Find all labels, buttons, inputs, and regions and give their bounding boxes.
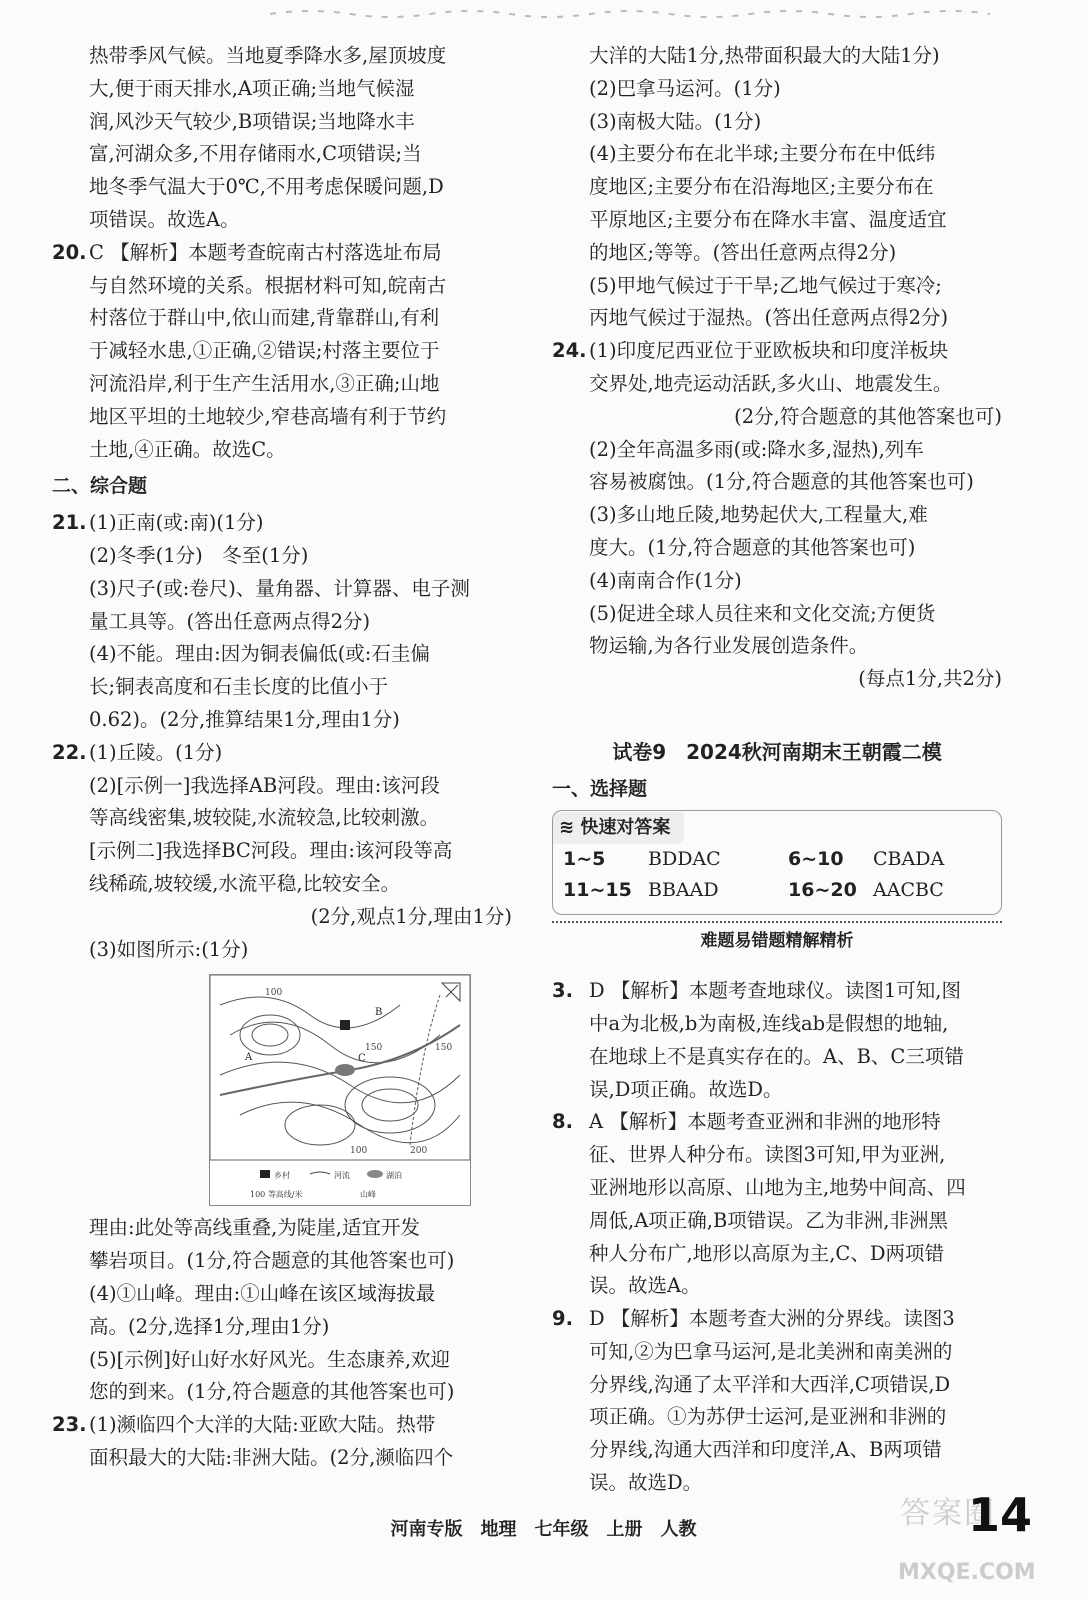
text-line: 地区平坦的土地较少,窄巷高墙有利于节约 xyxy=(89,404,447,428)
text-line: (4)不能。理由:因为铜表偏低(或:石圭偏 xyxy=(89,642,430,666)
text-line: 线稀疏,坡较缓,水流平稳,比较安全。 xyxy=(89,871,401,895)
text-line: A 【解析】本题考查亚洲和非洲的地形特 xyxy=(589,1110,941,1134)
question-number: 9. xyxy=(552,1307,573,1331)
question-21 xyxy=(52,507,512,737)
legend-label: 山峰 xyxy=(360,1190,376,1200)
text-line: 平原地区;主要分布在降水丰富、温度适宜 xyxy=(589,207,947,231)
text-line: 量工具等。(答出任意两点得2分) xyxy=(89,609,371,633)
answer-range: 6~10 xyxy=(788,848,844,871)
text-line: 物运输,为各行业发展创造条件。 xyxy=(589,634,869,658)
text-line: 度大。(1分,符合题意的其他答案也可) xyxy=(589,535,916,559)
answer-range: 11~15 xyxy=(563,879,632,902)
text-line: (2)[示例一]我选择AB河段。理由:该河段 xyxy=(89,773,440,797)
q19-continuation xyxy=(52,40,512,237)
page-number: 14 xyxy=(968,1488,1033,1542)
text-line: 富,河湖众多,不用存储雨水,C项错误;当 xyxy=(89,142,422,166)
watermark: 答案圈 xyxy=(900,1496,996,1531)
text-line: (3)南极大陆。(1分) xyxy=(589,109,762,133)
question-number: 23. xyxy=(52,1413,87,1437)
text-line: 误,D项正确。故选D。 xyxy=(589,1077,783,1101)
text-line: (5)促进全球人员往来和文化交流;方便货 xyxy=(589,601,936,625)
text-line: 您的到来。(1分,符合题意的其他答案也可) xyxy=(89,1380,455,1404)
text-line: 交界处,地壳运动活跃,多火山、地震发生。 xyxy=(589,371,953,395)
answer-range: 16~20 xyxy=(788,879,857,902)
text-line: C 【解析】本题考查皖南古村落选址布局 xyxy=(89,240,442,264)
answer-value: BBAAD xyxy=(648,879,719,902)
answer-range: 1~5 xyxy=(563,848,606,871)
text-line: 于减轻水患,①正确,②错误;村落主要位于 xyxy=(89,339,440,363)
text-line: (3)多山地丘陵,地势起伏大,工程量大,难 xyxy=(589,503,928,527)
text-line: 误。故选D。 xyxy=(589,1471,703,1495)
text-line: (4)①山峰。理由:①山峰在该区域海拔最 xyxy=(89,1281,436,1305)
text-line: (1)濒临四个大洋的大陆:亚欧大陆。热带 xyxy=(89,1413,436,1437)
text-line: 的地区;等等。(答出任意两点得2分) xyxy=(589,240,897,264)
text-line: 等高线密集,坡较陡,水流较急,比较刺激。 xyxy=(89,806,440,830)
question-number: 24. xyxy=(552,339,587,363)
legend-label: 河流 xyxy=(334,1171,350,1181)
text-line: 中a为北极,b为南极,连线ab是假想的地轴, xyxy=(589,1011,949,1035)
question-number: 3. xyxy=(552,979,573,1003)
question-23 xyxy=(52,1409,512,1475)
text-line: 长;铜表高度和石圭长度的比值小于 xyxy=(89,675,389,699)
answer-value: CBADA xyxy=(873,848,945,871)
text-line: 热带季风气候。当地夏季降水多,屋顶坡度 xyxy=(89,44,447,67)
text-line: 误。故选A。 xyxy=(589,1274,701,1298)
text-line: (2)全年高温多雨(或:降水多,湿热),列车 xyxy=(589,437,924,461)
text-line: 与自然环境的关系。根据材料可知,皖南古 xyxy=(89,273,447,297)
text-line: 周低,A项正确,B项错误。乙为非洲,非洲黑 xyxy=(589,1208,949,1232)
question-3 xyxy=(552,975,1002,1106)
right-column xyxy=(552,40,1002,1500)
text-line: 0.62)。(2分,推算结果1分,理由1分) xyxy=(89,707,400,731)
difficult-heading: 难题易错题精解精析 xyxy=(552,921,1002,958)
text-line: 项正确。①为苏伊士运河,是亚洲和非洲的 xyxy=(589,1405,947,1429)
text-line: 项错误。故选A。 xyxy=(89,207,240,231)
text-line: 容易被腐蚀。(1分,符合题意的其他答案也可) xyxy=(589,470,974,494)
text-line: (3)如图所示:(1分) xyxy=(89,937,249,961)
map-label: 200 xyxy=(410,1146,428,1157)
text-line: 河流沿岸,利于生产生活用水,③正确;山地 xyxy=(89,371,440,395)
text-line: 大,便于雨天排水,A项正确;当地气候湿 xyxy=(89,76,415,100)
page-footer: 河南专版 地理 七年级 上册 人教 xyxy=(390,1519,697,1540)
section-heading: 一、选择题 xyxy=(552,777,648,800)
top-decoration xyxy=(270,8,990,20)
watermark-url: MXQE.COM xyxy=(898,1560,1036,1585)
score-note: (2分,观点1分,理由1分) xyxy=(310,904,512,928)
text-line: 润,风沙天气较少,B项错误;当地降水丰 xyxy=(89,109,415,133)
quick-answer-title: ≋ 快速对答案 xyxy=(553,812,684,845)
text-line: 种人分布广,地形以高原为主,C、D两项错 xyxy=(589,1241,944,1265)
question-number: 22. xyxy=(52,740,87,764)
map-label: A xyxy=(245,1052,253,1064)
score-note: (每点1分,共2分) xyxy=(858,667,1002,691)
contour-map-figure xyxy=(209,974,471,1206)
question-9 xyxy=(552,1303,1002,1500)
text-line: 度地区;主要分布在沿海地区;主要分布在 xyxy=(589,175,934,199)
question-20 xyxy=(52,237,512,467)
text-line: 亚洲地形以高原、山地为主,地势中间高、四 xyxy=(589,1175,966,1199)
legend-label: 乡村 xyxy=(274,1171,290,1181)
text-line: (1)丘陵。(1分) xyxy=(89,740,223,764)
text-line: (4)南南合作(1分) xyxy=(589,568,742,592)
question-number: 8. xyxy=(552,1110,573,1134)
text-line: (3)尺子(或:卷尺)、量角器、计算器、电子测 xyxy=(89,576,470,600)
text-line: 面积最大的大陆:非洲大陆。(2分,濒临四个 xyxy=(89,1445,454,1469)
legend-label: 100 等高线/米 xyxy=(250,1190,303,1200)
map-label: 150 xyxy=(365,1043,383,1054)
text-line: (2)冬季(1分) 冬至(1分) xyxy=(89,543,309,567)
map-label: 100 xyxy=(265,988,283,999)
map-label: C xyxy=(358,1053,366,1065)
text-line: (5)[示例]好山好水好风光。生态康养,欢迎 xyxy=(89,1347,451,1371)
quick-answer-box xyxy=(552,810,1002,916)
question-23-continuation xyxy=(552,40,1002,335)
text-line: 高。(2分,选择1分,理由1分) xyxy=(89,1314,330,1338)
score-note: (2分,符合题意的其他答案也可) xyxy=(734,404,1002,428)
text-line: (1)正南(或:南)(1分) xyxy=(89,511,264,535)
text-line: 分界线,沟通了太平洋和大西洋,C项错误,D xyxy=(589,1372,951,1396)
text-line: (1)印度尼西亚位于亚欧板块和印度洋板块 xyxy=(589,339,949,363)
text-line: 理由:此处等高线重叠,为陡崖,适宜开发 xyxy=(89,1216,420,1240)
text-line: 在地球上不是真实存在的。A、B、C三项错 xyxy=(589,1044,964,1068)
text-line: 土地,④正确。故选C。 xyxy=(89,437,286,461)
text-line: 分界线,沟通大西洋和印度洋,A、B两项错 xyxy=(589,1438,942,1462)
text-line: [示例二]我选择BC河段。理由:该河段等高 xyxy=(89,839,453,863)
section-heading: 二、综合题 xyxy=(52,475,148,498)
text-line: 攀岩项目。(1分,符合题意的其他答案也可) xyxy=(89,1249,455,1273)
text-line: 可知,②为巴拿马运河,是北美洲和南美洲的 xyxy=(589,1339,953,1363)
text-line: D 【解析】本题考查地球仪。读图1可知,图 xyxy=(589,979,961,1003)
wave-icon: ≋ xyxy=(559,816,581,838)
legend-label: 湖泊 xyxy=(386,1171,402,1181)
question-number: 20. xyxy=(52,240,87,264)
text-line: (4)主要分布在北半球;主要分布在中低纬 xyxy=(589,142,936,166)
question-8 xyxy=(552,1106,1002,1303)
left-column xyxy=(52,40,512,1475)
text-line: (2)巴拿马运河。(1分) xyxy=(589,76,781,100)
question-number: 21. xyxy=(52,511,87,535)
map-label: B xyxy=(375,1007,383,1019)
exam-title: 试卷9 2024秋河南期末王朝霞二模 xyxy=(612,739,942,764)
contour-map xyxy=(210,975,470,1205)
answer-grid xyxy=(563,844,991,906)
text-line: 丙地气候过于湿热。(答出任意两点得2分) xyxy=(589,306,949,330)
map-label: 150 xyxy=(435,1043,453,1054)
text-line: 村落位于群山中,依山而建,背靠群山,有利 xyxy=(89,306,440,330)
question-22 xyxy=(52,737,512,1409)
map-label: 100 xyxy=(350,1146,368,1157)
text-line: 地冬季气温大于0℃,不用考虑保暖问题,D xyxy=(89,175,444,199)
text-line: 大洋的大陆1分,热带面积最大的大陆1分) xyxy=(589,44,940,67)
answer-value: BDDAC xyxy=(648,848,721,871)
text-line: (5)甲地气候过于干旱;乙地气候过于寒冷; xyxy=(589,273,942,297)
answer-value: AACBC xyxy=(873,879,944,902)
text-line: D 【解析】本题考查大洲的分界线。读图3 xyxy=(589,1307,955,1331)
text-line: 征、世界人种分布。读图3可知,甲为亚洲, xyxy=(589,1143,946,1167)
question-24 xyxy=(552,335,1002,696)
